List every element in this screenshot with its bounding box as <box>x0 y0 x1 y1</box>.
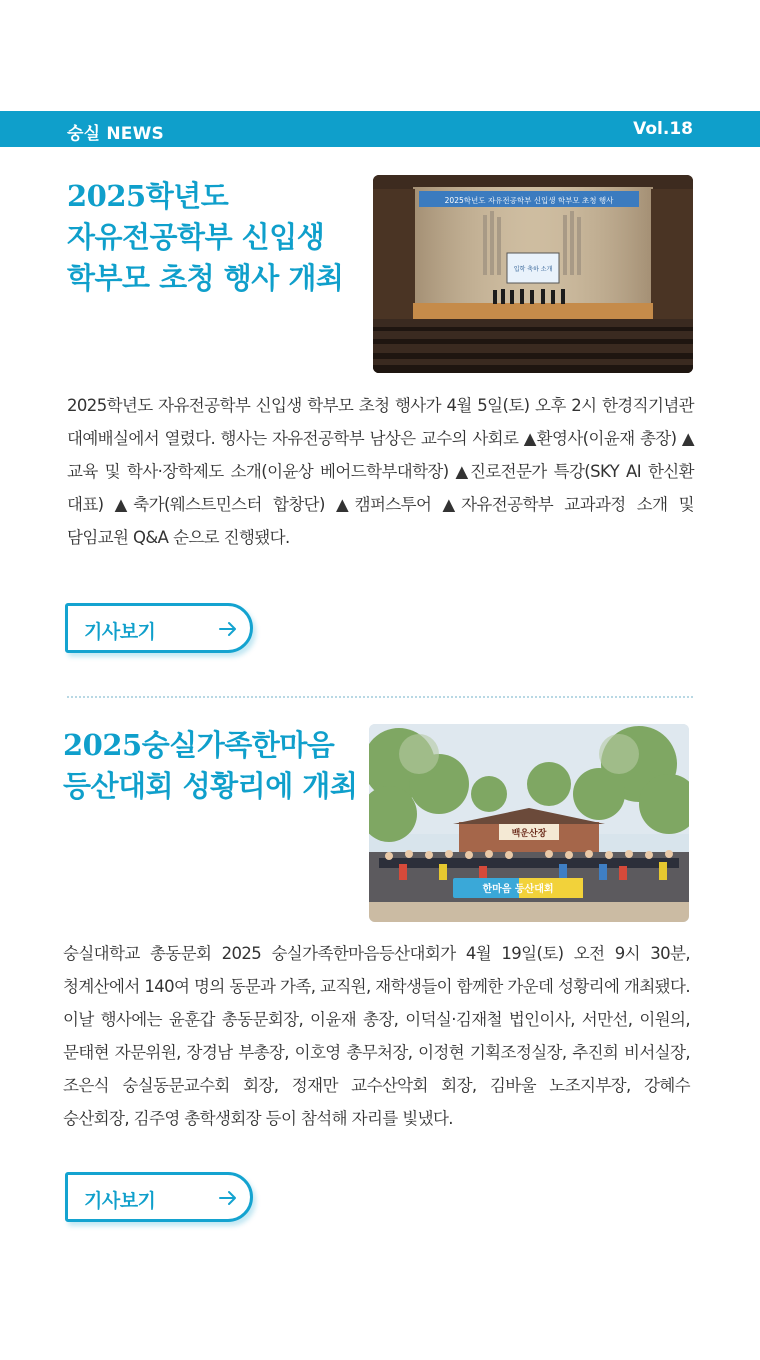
title-line: 등산대회 성황리에 개최 <box>63 769 358 803</box>
arrow-right-icon <box>218 619 238 639</box>
section-divider <box>67 696 693 698</box>
photo-banner-text: 한마음 등산대회 <box>482 884 554 895</box>
article-1-photo[interactable] <box>373 175 693 373</box>
newsletter-brand: 숭실 NEWS <box>67 124 164 144</box>
title-line: 자유전공학부 신입생 <box>67 220 325 254</box>
title-line: 2025학년도 <box>67 179 229 213</box>
article-1-body: 2025학년도 자유전공학부 신입생 학부모 초청 행사가 4월 5일(토) 오후 2시 한경직기념관 대예배실에서 열렸다. 행사는 자유전공학부 남상은 교수의 사회로 ▲환영사(이윤재 총장) ▲교육 및 학사·장학제도 소개(이윤상 베어드학부대학장) ▲진로전문가 특강(SKY AI 한신환 대표) ▲축가(웨스트민스터 합창단) ▲캠퍼스투어 ▲자유전공학부 교과과정 소개 및 담임교원 Q&A 순으로 진행됐다. <box>67 396 694 547</box>
button-label: 기사보기 <box>84 1190 156 1212</box>
title-line: 학부모 초청 행사 개최 <box>67 261 344 295</box>
photo-sign-text: 백운산장 <box>511 829 547 839</box>
photo-screen-text: 입학 축하 소개 <box>513 266 553 273</box>
article-2-photo[interactable] <box>369 724 689 922</box>
title-line: 2025숭실가족한마음 <box>63 728 335 762</box>
photo-banner-text: 2025학년도 자유전공학부 신입생 학부모 초청 행사 <box>444 196 614 205</box>
read-article-2-button[interactable] <box>65 1172 253 1222</box>
article-2-title[interactable] <box>63 725 357 807</box>
article-2-body: 숭실대학교 총동문회 2025 숭실가족한마음등산대회가 4월 19일(토) 오전 9시 30분, 청계산에서 140여 명의 동문과 가족, 교직원, 재학생들이 함께한 가운데 성황리에 개최됐다. 이날 행사에는 윤훈갑 총동문회장, 이윤재 총장, 이덕실·김재철 법인이사, 서만선, 이원의, 문태현 자문위원, 장경남 부총장, 이호영 총무처장, 이정현 기획조정실장, 추진희 비서실장, 조은식 숭실동문교수회 회장, 정재만 교수산악회 회장, 김바울 노조지부장, 강혜수 숭산회장, 김주영 총학생회장 등이 참석해 자리를 빛냈다. <box>63 944 690 1128</box>
arrow-right-icon <box>218 1188 238 1208</box>
button-label: 기사보기 <box>84 621 156 643</box>
header-bar <box>0 111 760 147</box>
article-1-title[interactable] <box>67 176 343 299</box>
volume-label: Vol.18 <box>633 119 693 139</box>
read-article-1-button[interactable] <box>65 603 253 653</box>
